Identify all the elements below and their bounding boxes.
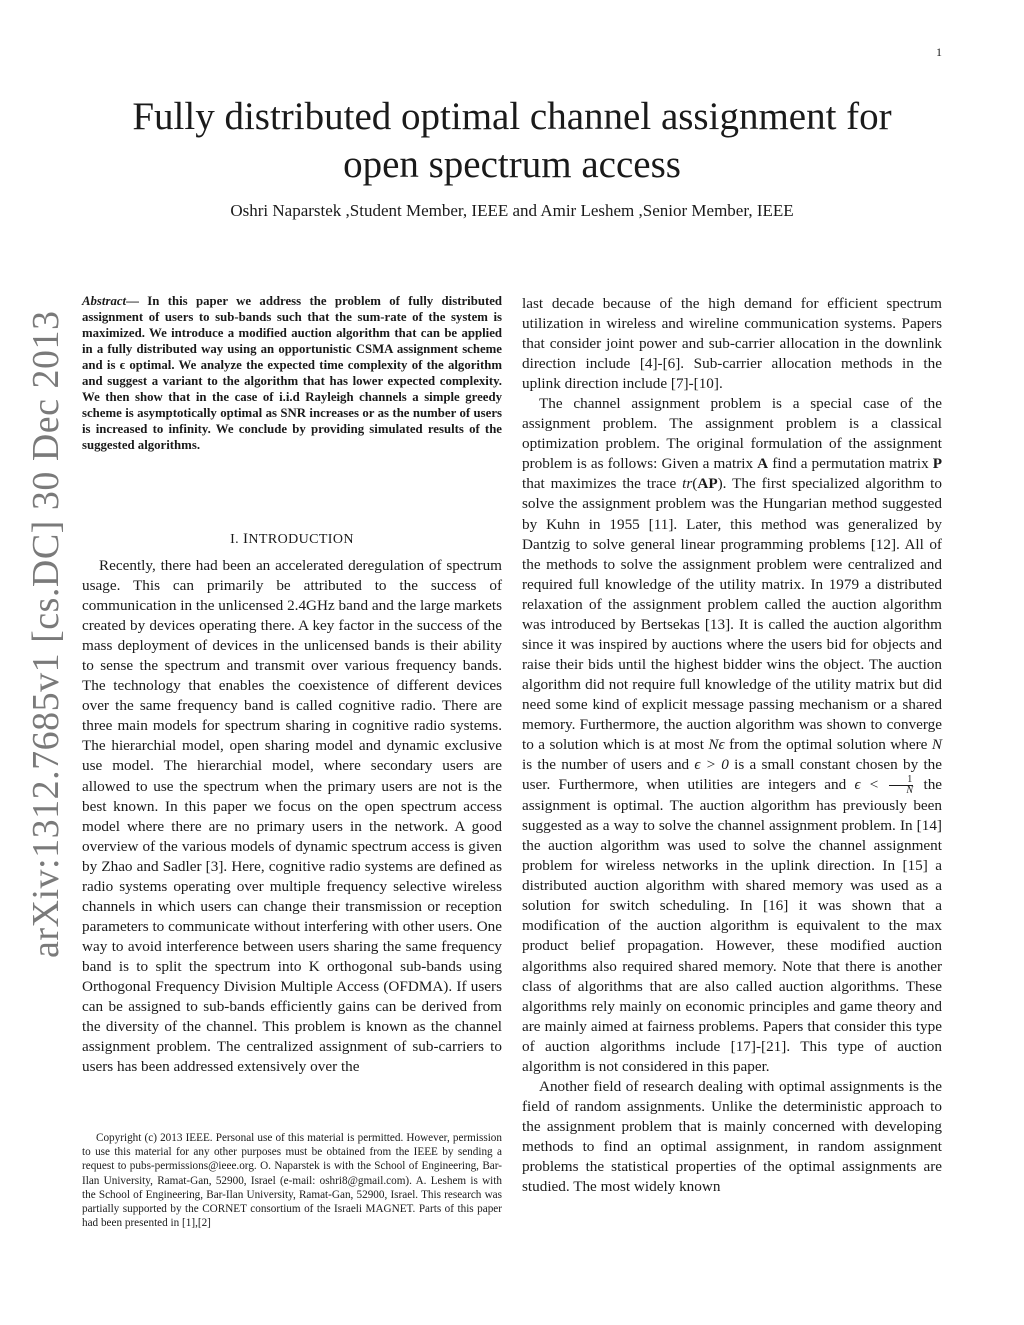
right-paragraph-1: last decade because of the high demand for efficient spectrum utilization in wireless and wireline communication systems. Papers that consider joint power and sub-carrier allocation in the downlink direction include [4]-[6]. Sub-carrier allocation methods in the uplink direction include [7]-[10]. — [522, 295, 942, 393]
page-number: 1 — [936, 45, 942, 59]
section-numeral: I. — [230, 532, 240, 547]
fraction-one-over-n — [889, 775, 913, 796]
section-title-initial: I — [242, 531, 249, 547]
paper-title: Fully distributed optimal channel assignment for open spectrum access — [132, 95, 892, 186]
abstract-label: Abstract — [82, 294, 127, 308]
author-line: Oshri Naparstek ,Student Member, IEEE and Amir Leshem ,Senior Member, IEEE — [230, 201, 794, 220]
copyright-footnote: Copyright (c) 2013 IEEE. Personal use of this material is permitted. However, permission to use this material for any other purposes must be obtained from the IEEE by sending a request to pubs-permissions@ieee.org. O. Naparstek is with the School of Engineering, Bar-Ilan University, Ramat-Gan, 52900, Israel (e-mail: oshri8@gmail.com). A. Leshem is with the School of Engineering, Bar-Ilan University, Ramat-Gan, 52900, Israel. This research was partially supported by the CORNET consortium of the Israeli MAGNET. Parts of this paper had been presented in [1],[2] — [82, 1132, 502, 1230]
matrix-p-symbol: P — [932, 455, 943, 473]
right-column-body — [522, 294, 942, 1197]
right-paragraph-2: The channel assignment problem is a special case of the assignment problem. The assignment problem is a classical optimization problem. The original formulation of the assignment problem is as follows: Given a matrix A find a permutation matrix P that maximizes the trace tr(AP). The first specialized algorithm to solve the assignment problem was the Hungarian method suggested by Kuhn in 1955 [11]. Later, this method was generalized by Dantzig to solve general linear programming problems [12]. All of the methods to solve the assignment problem were centralized and required full knowledge of the utility matrix. In 1979 a distributed relaxation of the assignment problem called the auction algorithm was introduced by Bertsekas [13]. It is called the auction algorithm since it was inspired by auctions where the users bid for objects and raise their bids until the highest bidder wins the object. The auction algorithm did not require full knowledge of the utility matrix but did need some kind of explicit message passing mechanism or a shared memory. Furthermore, the auction algorithm was shown to converge to a solution which is at most Nϵ from the optimal solution where N is the number of users and ϵ > 0 is a small constant chosen by the user. Furthermore, when utilities are integers and ϵ < $\frac{1}{N}$ the assignment is optimal. The auction algorithm has previously been suggested as a way to solve the channel assignment problem. In [14] the auction algorithm was used to solve the channel assignment problem for wireless networks in the uplink direction. In [15] a distributed auction algorithm with shared memory was used as a solution for switch scheduling. In [16] it was shown that a modification of the auction algorithm is equivalent to the max product belief propagation. However, these modified auction algorithms also required shared memory. Note that there is another class of algorithms that are also called auction algorithms. These algorithms rely mainly on economic principles and game theory and are mainly aimed at fairness problems. Papers that consider this type of auction algorithms include [17]-[21]. This type of auction algorithm is not considered in this paper. — [522, 395, 943, 1075]
epsilon-condition: ϵ > 0 — [694, 756, 729, 774]
p2-text-c: that maximizes the trace — [522, 475, 677, 493]
abstract — [82, 294, 502, 454]
fraction-numerator: 1 — [889, 775, 913, 786]
n-symbol: N — [931, 736, 943, 754]
section-heading-introduction — [82, 531, 502, 548]
fraction-denominator: N — [906, 785, 914, 797]
abstract-dash: — — [126, 294, 139, 308]
arxiv-identifier: arXiv:1312.7685v1 [cs.DC] 30 Dec 2013 — [25, 310, 67, 958]
trace-operator: tr — [682, 475, 693, 493]
section-title-rest: NTRODUCTION — [248, 532, 354, 547]
right-paragraph-3: Another field of research dealing with optimal assignments is the field of random assignments. Unlike the deterministic approach to the assignment problem that is mainly concerned with developing methods to find an optimal assignment, in random assignment problems the statistical properties of the optimal assignments are studied. The most widely known — [522, 1077, 942, 1196]
p2-text-e: from the optimal solution where — [729, 736, 928, 754]
trace-argument: AP — [697, 475, 718, 493]
intro-paragraph: Recently, there had been an accelerated deregulation of spectrum usage. This can primarily be attributed to the success of communication in the unlicensed 2.4GHz band and the large markets created by devices operating there. A key factor in the success of the mass deployment of devices in the unlicensed bands is their ability to sense the spectrum and transmit over various frequency bands. The technology that enables the coexistence of different devices over the same frequency band is called cognitive radio. There are three main models for spectrum sharing in cognitive radio systems. The hierarchial model, open sharing model and dynamic exclusive use model. The hierarchial model, where secondary users are allowed to use the spectrum when the primary users are not is the best known. In this paper we focus on the open spectrum access model where there are no primary users in the network. A good overview of the various models of dynamic spectrum access is given by Zhao and Sadler [3]. Here, cognitive radio systems are defined as radio systems operating over multiple frequency selective wireless channels in which users can change their transmission or reception parameters to communicate without interfering with other users. One way to avoid interference between users sharing the same frequency band is to split the spectrum into K orthogonal sub-bands using Orthogonal Frequency Division Multiple Access (OFDMA). If users can be assigned to sub-bands efficiently gains can be derived from the diversity of the channel. This problem is known as the channel assignment problem. The centralized assignment of sub-carriers to users has been addressed extensively over the — [82, 557, 502, 1076]
p2-text-g: is a small constant chosen by the user. Furthermore, when utilities are integers and — [522, 756, 943, 794]
p2-text-f: is the number of users and — [522, 756, 690, 774]
matrix-a-symbol: A — [757, 455, 769, 473]
abstract-text: In this paper we address the problem of fully distributed assignment of users to sub-bands such that the sum-rate of the system is maximized. We introduce a modified auction algorithm that can be applied in a fully distributed way using an opportunistic CSMA assignment scheme and is ϵ optimal. We analyze the expected time complexity of the algorithm and suggest a variant to the algorithm that has lower expected complexity. We then show that in the case of i.i.d Rayleigh channels a simple greedy scheme is asymptotically optimal as SNR increases or as the number of users is increased to infinity. We conclude by providing simulated results of the suggested algorithms. — [82, 294, 503, 452]
n-epsilon-symbol: Nϵ — [708, 736, 725, 754]
p2-text-h: the assignment is optimal. The auction algorithm has previously been suggested as a way to solve the channel assignment problem. In [14] the auction algorithm was used to solve the channel assignment problem for wireless networks in the uplink direction. In [15] a distributed auction algorithm with shared memory was used as a solution for switch scheduling. In [16] it was shown that a modification of the auction algorithm is equivalent to the max product belief propagation. However, these modified auction algorithms also required shared memory. Note that there is another class of algorithms that are also called auction algorithms. These algorithms rely mainly on economic principles and game theory and are mainly aimed at fairness problems. Papers that consider this type of auction algorithms include [17]-[21]. This type of auction algorithm is not considered in this paper. — [522, 776, 943, 1075]
epsilon-less-than: ϵ < — [854, 776, 880, 794]
p2-text-b: find a permutation matrix — [772, 455, 929, 473]
p2-text-d: . The first specialized algorithm to solve the assignment problem was the Hungarian method suggested by Kuhn in 1955 [11]. Later, this method was generalized by Dantzig to solve general linear programming problems [12]. All of the methods to solve the assignment problem were centralized and required full knowledge of the utility matrix. In 1979 a distributed relaxation of the assignment problem called the auction algorithm was introduced by Bertsekas [13]. It is called the auction algorithm since it was inspired by auctions where the users bid for objects and raise their bids until the highest bidder wins the object. The auction algorithm did not require full knowledge of the utility matrix but did need some kind of explicit message passing mechanism or a shared memory. Furthermore, the auction algorithm was shown to converge to a solution which is at most — [522, 475, 942, 754]
p2-text-a: The channel assignment problem is a special case of the assignment problem. The assignment problem is a classical optimization problem. The original formulation of the assignment problem is as follows: Given a matrix — [522, 395, 942, 473]
left-column-body — [82, 556, 502, 1077]
